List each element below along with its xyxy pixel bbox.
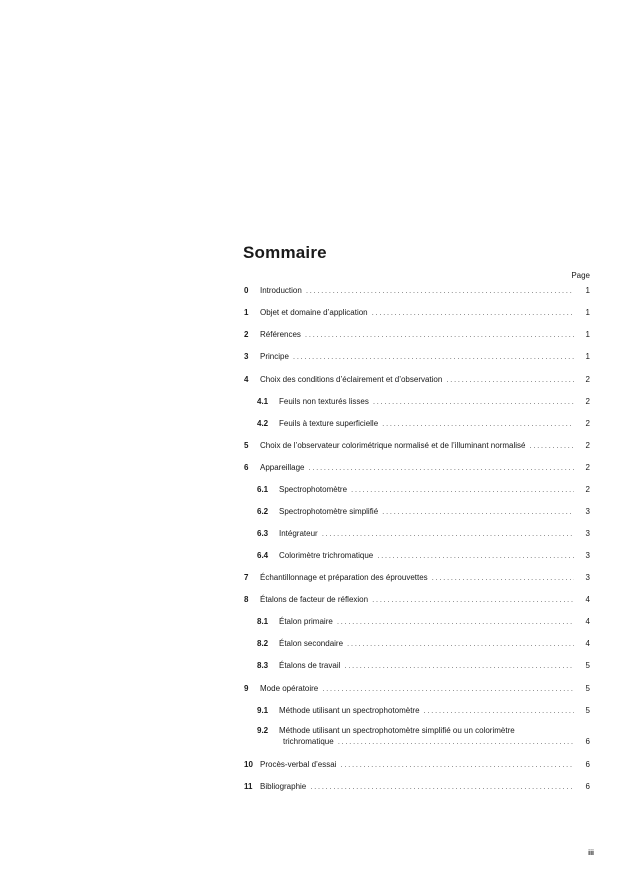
- toc-entry-number: 11: [244, 782, 253, 791]
- toc-entry-title: Étalon secondaire: [279, 639, 344, 648]
- toc-entry-etalon-secondaire[interactable]: [244, 638, 590, 649]
- dot-leader: [351, 484, 574, 495]
- toc-entry-methode-simplifie[interactable]: [244, 725, 590, 747]
- dot-leader: [372, 594, 574, 605]
- dot-leader: [446, 374, 574, 385]
- toc-entry-page: 5: [585, 706, 590, 715]
- dot-leader: [382, 506, 574, 517]
- toc-entry-number: 4.1: [257, 397, 269, 406]
- dot-leader: [322, 683, 574, 694]
- dot-leader: [344, 660, 574, 671]
- dot-leader: [373, 396, 574, 407]
- toc-entry-number: 6.3: [257, 529, 269, 538]
- toc-entry-etalons[interactable]: [244, 594, 590, 605]
- toc-entry-page: 4: [585, 617, 590, 626]
- toc-entry-proces-verbal[interactable]: [244, 759, 590, 770]
- toc-entry-number: 10: [244, 760, 253, 769]
- toc-entry-title: Feuils à texture superficielle: [279, 419, 379, 428]
- toc-entry-references[interactable]: [244, 329, 590, 340]
- toc-entry-page: 1: [585, 286, 590, 295]
- toc-entry-number: 8.3: [257, 661, 269, 670]
- dot-leader: [340, 759, 574, 770]
- toc-entry-etalon-primaire[interactable]: [244, 616, 590, 627]
- toc-entry-page: 5: [585, 684, 590, 693]
- toc-entry-page: 3: [585, 551, 590, 560]
- toc-entry-number: 0: [244, 286, 249, 295]
- toc-entry-title: Étalons de facteur de réflexion: [260, 595, 369, 604]
- toc-entry-number: 5: [244, 441, 249, 450]
- toc-entry-title: Colorimètre trichromatique: [279, 551, 374, 560]
- dot-leader: [305, 329, 574, 340]
- toc-entry-title: Principe: [260, 352, 289, 361]
- toc-entry-page: 2: [585, 463, 590, 472]
- toc-entry-principe[interactable]: [244, 351, 590, 362]
- toc-entry-number: 8.2: [257, 639, 269, 648]
- toc-entry-choix-conditions[interactable]: [244, 374, 590, 385]
- dot-leader: [382, 418, 574, 429]
- toc-entry-page: 2: [585, 419, 590, 428]
- toc-entry-number: 9.1: [257, 706, 269, 715]
- toc-entry-objet[interactable]: [244, 307, 590, 318]
- toc-entry-bibliographie[interactable]: [244, 781, 590, 792]
- toc-entry-title: Introduction: [260, 286, 302, 295]
- toc-entry-mode-operatoire[interactable]: [244, 683, 590, 694]
- toc-entry-page: 6: [585, 760, 590, 769]
- toc-entry-title: Spectrophotomètre simplifié: [279, 507, 379, 516]
- toc-entry-title-continuation: trichromatique: [283, 737, 334, 746]
- toc-entry-feuils-lisses[interactable]: [244, 396, 590, 407]
- toc-entry-title: Intégrateur: [279, 529, 318, 538]
- toc-entry-page: 3: [585, 529, 590, 538]
- toc-entry-page: 6: [585, 737, 590, 746]
- toc-entry-spectrophotometre[interactable]: [244, 484, 590, 495]
- toc-entry-integrateur[interactable]: [244, 528, 590, 539]
- toc-entry-number: 3: [244, 352, 249, 361]
- toc-entry-page: 2: [585, 485, 590, 494]
- toc-entry-methode-spectro[interactable]: [244, 705, 590, 716]
- toc-entry-number: 9: [244, 684, 249, 693]
- toc-entry-echantillonnage[interactable]: [244, 572, 590, 583]
- toc-entry-title: Références: [260, 330, 301, 339]
- toc-entry-number: 9.2: [257, 726, 269, 735]
- toc-entry-page: 1: [585, 330, 590, 339]
- toc-entry-number: 8.1: [257, 617, 269, 626]
- toc-entry-page: 2: [585, 397, 590, 406]
- toc-entry-number: 6.2: [257, 507, 269, 516]
- dot-leader: [432, 572, 574, 583]
- page-title: Sommaire: [243, 243, 327, 262]
- toc-entry-appareillage[interactable]: [244, 462, 590, 473]
- toc-entry-page: 3: [585, 507, 590, 516]
- dot-leader: [310, 781, 574, 792]
- page-number: iii: [588, 850, 594, 857]
- toc-entry-feuils-texture[interactable]: [244, 418, 590, 429]
- toc-entry-title: Méthode utilisant un spectrophotomètre simplifié ou un colorimètre: [279, 726, 515, 735]
- dot-leader: [293, 351, 574, 362]
- dot-leader: [338, 736, 574, 747]
- toc-entry-spectro-simplifie[interactable]: [244, 506, 590, 517]
- toc-entry-number: 4: [244, 375, 249, 384]
- toc-entry-page: 2: [585, 375, 590, 384]
- toc-entry-page: 4: [585, 595, 590, 604]
- dot-leader: [322, 528, 574, 539]
- dot-leader: [347, 638, 574, 649]
- toc-entry-etalons-travail[interactable]: [244, 660, 590, 671]
- toc-entry-number: 8: [244, 595, 249, 604]
- page-column-header: Page: [571, 271, 590, 280]
- toc-entry-title: Choix des conditions d’éclairement et d’observation: [260, 375, 443, 384]
- toc-entry-title: Choix de l’observateur colorimétrique normalisé et de l’illuminant normalisé: [260, 441, 526, 450]
- toc-entry-page: 2: [585, 441, 590, 450]
- toc-entry-number: 6: [244, 463, 249, 472]
- dot-leader: [372, 307, 574, 318]
- dot-leader: [377, 550, 574, 561]
- toc-entry-number: 6.4: [257, 551, 269, 560]
- toc-entry-title: Bibliographie: [260, 782, 307, 791]
- toc-entry-colorimetre[interactable]: [244, 550, 590, 561]
- toc-entry-number: 2: [244, 330, 249, 339]
- toc-entry-page: 5: [585, 661, 590, 670]
- toc-entry-title: Échantillonnage et préparation des éprouvettes: [260, 573, 428, 582]
- toc-entry-title: Étalon primaire: [279, 617, 333, 626]
- toc-entry-observateur[interactable]: [244, 440, 590, 451]
- toc-entry-title: Feuils non texturés lisses: [279, 397, 369, 406]
- toc-entry-title: Étalons de travail: [279, 661, 341, 670]
- dot-leader: [306, 285, 574, 296]
- toc-entry-number: 7: [244, 573, 249, 582]
- toc-entry-title: Méthode utilisant un spectrophotomètre: [279, 706, 420, 715]
- toc-entry-title: Spectrophotomètre: [279, 485, 348, 494]
- toc-entry-introduction[interactable]: [244, 285, 590, 296]
- toc-entry-number: 4.2: [257, 419, 269, 428]
- toc-entry-title: Procès-verbal d’essai: [260, 760, 337, 769]
- toc-entry-number: 6.1: [257, 485, 269, 494]
- toc-entry-page: 3: [585, 573, 590, 582]
- toc-entry-page: 6: [585, 782, 590, 791]
- toc-entry-page: 4: [585, 639, 590, 648]
- dot-leader: [424, 705, 574, 716]
- toc-entry-title: Appareillage: [260, 463, 305, 472]
- toc-entry-title: Mode opératoire: [260, 684, 319, 693]
- dot-leader: [308, 462, 574, 473]
- toc-entry-page: 1: [585, 308, 590, 317]
- toc-entry-title: Objet et domaine d’application: [260, 308, 368, 317]
- dot-leader: [529, 440, 574, 451]
- toc-entry-number: 1: [244, 308, 249, 317]
- dot-leader: [337, 616, 574, 627]
- toc-entry-page: 1: [585, 352, 590, 361]
